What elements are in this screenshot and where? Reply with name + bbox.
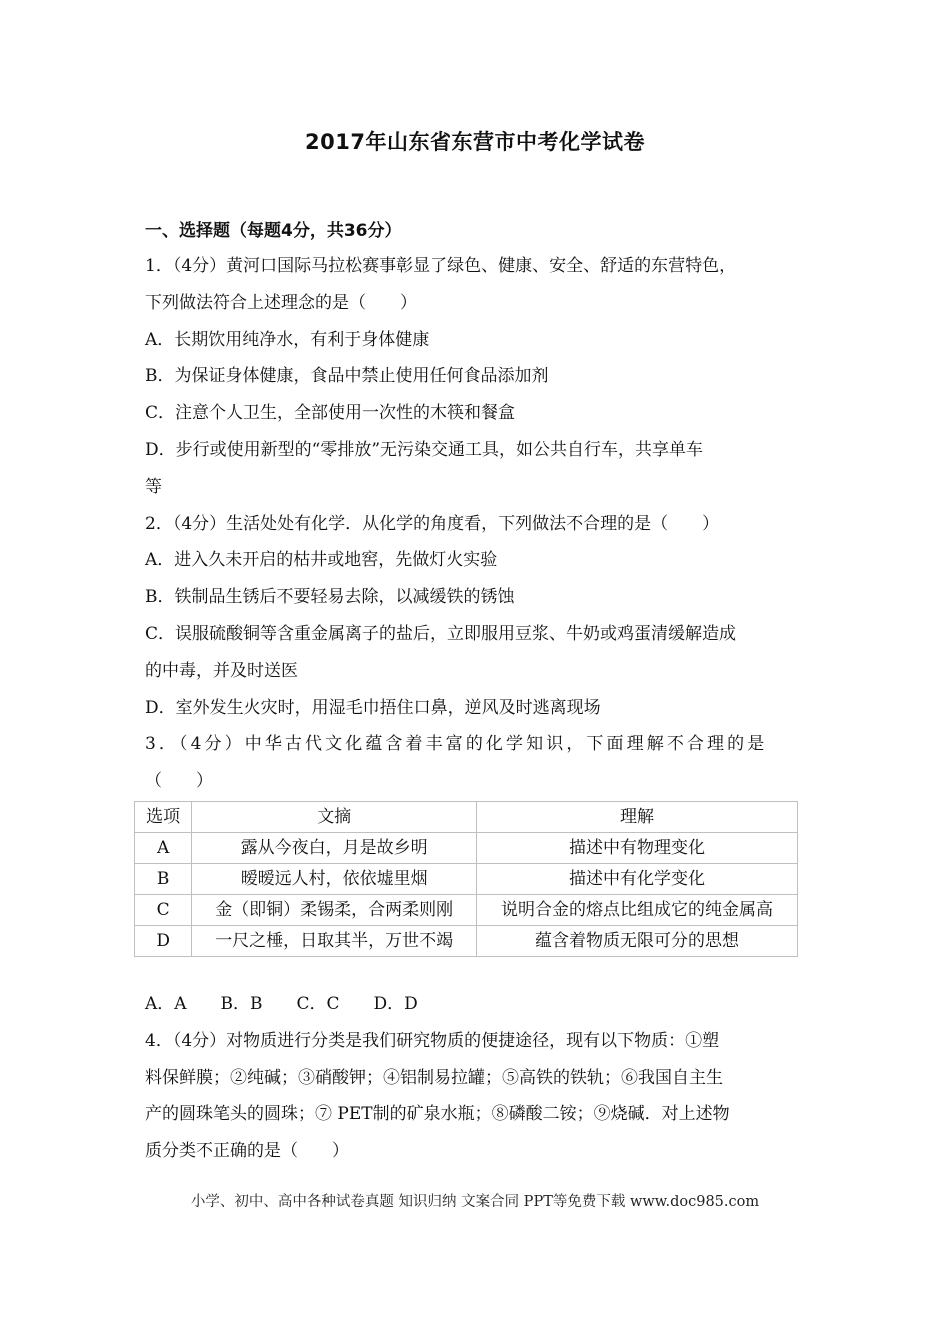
questions-1-3 [145, 248, 825, 800]
table-row [135, 833, 798, 864]
table-cell: 说明合金的熔点比组成它的纯金属高 [477, 895, 798, 926]
q1-option-c: C．注意个人卫生，全部使用一次性的木筷和餐盒 [145, 403, 516, 424]
q1-option-a: A．长期饮用纯净水，有利于身体健康 [145, 329, 430, 350]
q1-stem-line-1: 1．（4分）黄河口国际马拉松赛事彰显了绿色、健康、安全、舒适的东营特色， [145, 256, 737, 276]
table-cell: D [135, 926, 192, 957]
table-header-row [135, 802, 798, 833]
table-cell: 露从今夜白，月是故乡明 [192, 833, 477, 864]
table-cell: 蕴含着物质无限可分的思想 [477, 926, 798, 957]
q2-option-a: A．进入久未开启的枯井或地窖，先做灯火实验 [145, 550, 498, 571]
q3-stem-line-1: 3．（4分）中华古代文化蕴含着丰富的化学知识，下面理解不合理的是 [145, 734, 768, 755]
q3-stem-line-2: （ ） [145, 771, 213, 792]
q4-stem-line-4: 质分类不正确的是（ ） [145, 1141, 349, 1162]
table-cell: 描述中有化学变化 [477, 864, 798, 895]
q3-table [134, 801, 798, 957]
q1-stem-line-2: 下列做法符合上述理念的是（ ） [145, 292, 417, 313]
q3-choices: A．A B．B C．C D．D [145, 994, 418, 1014]
q4-stem-line-2: 料保鲜膜；②纯碱；③硝酸钾；④铝制易拉罐；⑤高铁的铁轨；⑥我国自主生 [145, 1067, 723, 1088]
table-cell: B [135, 864, 192, 895]
q4-stem-line-1: 4．（4分）对物质进行分类是我们研究物质的便捷途径，现有以下物质：①塑 [145, 1030, 720, 1051]
table-cell: A [135, 833, 192, 864]
q2-option-c-line-1: C．误服硫酸铜等含重金属离子的盐后，立即服用豆浆、牛奶或鸡蛋清缓解造成 [145, 623, 737, 644]
table-header-cell: 选项 [135, 802, 192, 833]
table-row [135, 895, 798, 926]
q2-option-d: D．室外发生火灾时，用湿毛巾捂住口鼻，逆风及时逃离现场 [145, 697, 601, 718]
table-row [135, 864, 798, 895]
questions-3-4-continued [145, 986, 825, 1170]
q4-stem-line-3: 产的圆珠笔头的圆珠；⑦ PET制的矿泉水瓶；⑧磷酸二铵；⑨烧碱．对上述物 [145, 1104, 730, 1125]
q2-stem: 2．（4分）生活处处有化学．从化学的角度看，下列做法不合理的是（ ） [145, 513, 720, 534]
q1-option-d-line-1: D．步行或使用新型的“零排放”无污染交通工具，如公共自行车，共享单车 [145, 439, 704, 460]
q2-option-b: B．铁制品生锈后不要轻易去除，以减缓铁的锈蚀 [145, 587, 515, 608]
q2-option-c-line-2: 的中毒，并及时送医 [145, 660, 298, 681]
page-title: 2017年山东省东营市中考化学试卷 [305, 130, 645, 154]
table-cell: 金（即铜）柔锡柔，合两柔则刚 [192, 895, 477, 926]
table-row [135, 926, 798, 957]
table-cell: 一尺之棰，日取其半，万世不竭 [192, 926, 477, 957]
table-header-cell: 理解 [477, 802, 798, 833]
page-footer: 小学、初中、高中各种试卷真题 知识归纳 文案合同 PPT等免费下载 www.doc985.com [190, 1194, 760, 1210]
q1-option-d-line-2: 等 [145, 476, 162, 497]
table-cell: C [135, 895, 192, 926]
table-cell: 描述中有物理变化 [477, 833, 798, 864]
table-header-cell: 文摘 [192, 802, 477, 833]
section-heading: 一、选择题（每题4分，共36分） [145, 221, 402, 241]
q1-option-b: B．为保证身体健康，食品中禁止使用任何食品添加剂 [145, 366, 549, 387]
table-cell: 暧暧远人村，依依墟里烟 [192, 864, 477, 895]
